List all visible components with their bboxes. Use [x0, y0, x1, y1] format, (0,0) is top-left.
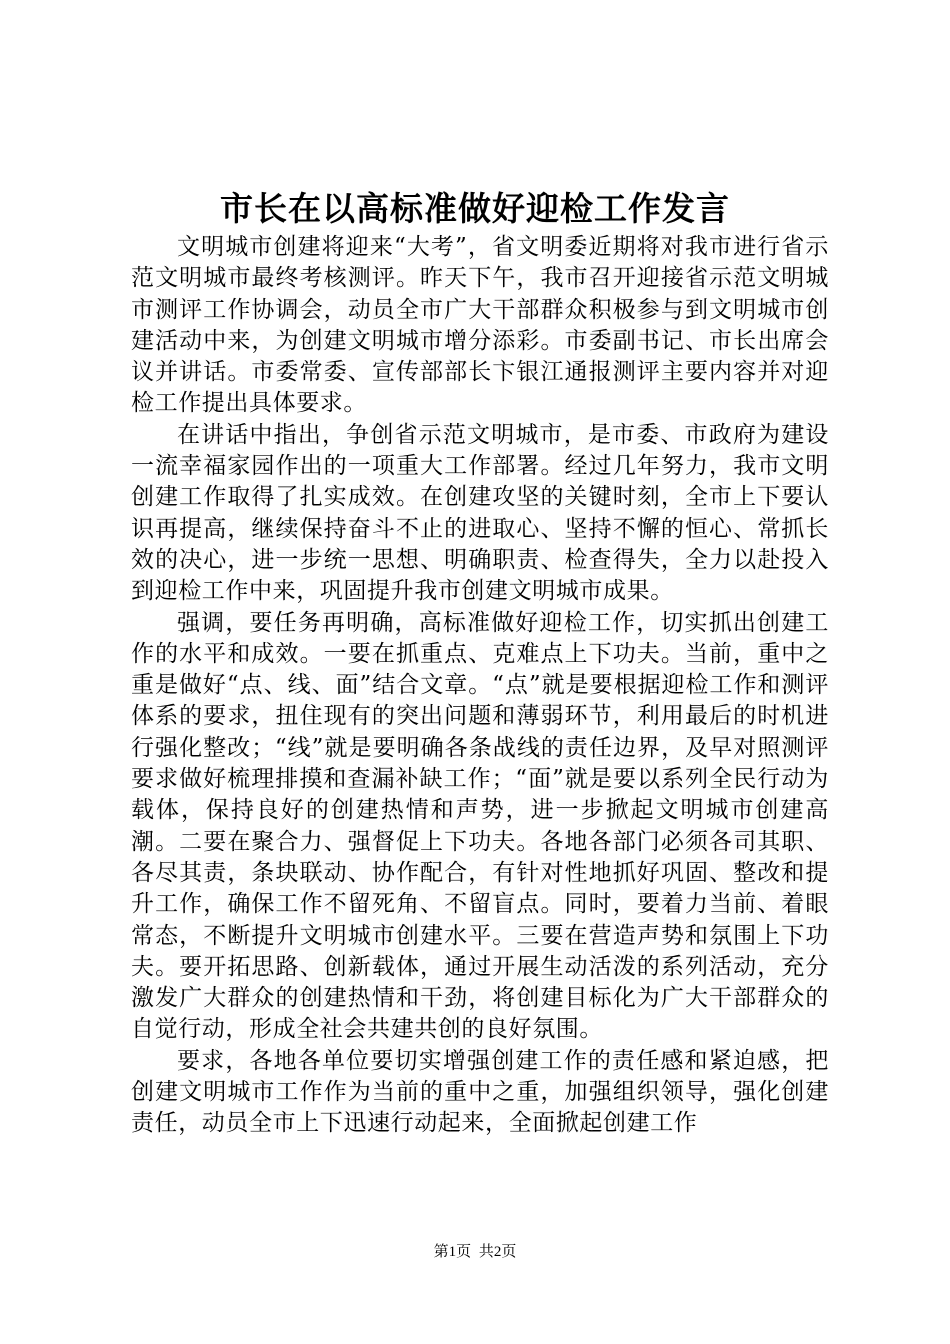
paragraph-4: 要求，各地各单位要切实增强创建工作的责任感和紧迫感，把创建文明城市工作作为当前的重中之重，加强组织领导，强化创建责任，动员全市上下迅速行动起来，全面掀起创建工作: [131, 1047, 829, 1137]
page-footer: [0, 1242, 950, 1262]
document-title: 市长在以高标准做好迎检工作发言: [220, 189, 730, 228]
paragraph-3: 强调，要任务再明确，高标准做好迎检工作，切实抓出创建工作的水平和成效。一要在抓重点、克难点上下功夫。当前，重中之重是做好“点、线、面”结合文章。“点”就是要根据迎检工作和测评体系的要求，扭住现有的突出问题和薄弱环节，利用最后的时机进行强化整改；“线”就是要明确各条战线的责任边界，及早对照测评要求做好梳理排摸和查漏补缺工作；“面”就是要以系列全民行动为载体，保持良好的创建热情和声势，进一步掀起文明城市创建高潮。二要在聚合力、强督促上下功夫。各地各部门必须各司其职、各尽其责，条块联动、协作配合，有针对性地抓好巩固、整改和提升工作，确保工作不留死角、不留盲点。同时，要着力当前、着眼常态，不断提升文明城市创建水平。三要在营造声势和氛围上下功夫。要开拓思路、创新载体，通过开展生动活泼的系列活动，充分激发广大群众的创建热情和干劲，将创建目标化为广大干部群众的自觉行动，形成全社会共建共创的良好氛围。: [131, 609, 829, 1043]
page-number-current: 第1页: [433, 1244, 472, 1260]
page-number-total: 共2页: [478, 1244, 517, 1260]
paragraph-2: 在讲话中指出，争创省示范文明城市，是市委、市政府为建设一流幸福家园作出的一项重大工作部署。经过几年努力，我市文明创建工作取得了扎实成效。在创建攻坚的关键时刻，全市上下要认识再提高，继续保持奋斗不止的进取心、坚持不懈的恒心、常抓长效的决心，进一步统一思想、明确职责、检查得失，全力以赴投入到迎检工作中来，巩固提升我市创建文明城市成果。: [131, 421, 829, 605]
document-body: [131, 232, 829, 1140]
paragraph-1: 文明城市创建将迎来“大考”，省文明委近期将对我市进行省示范文明城市最终考核测评。昨天下午，我市召开迎接省示范文明城市测评工作协调会，动员全市广大干部群众积极参与到文明城市创建活动中来，为创建文明城市增分添彩。市委副书记、市长出席会议并讲话。市委常委、宣传部部长卞银江通报测评主要内容并对迎检工作提出具体要求。: [131, 234, 829, 417]
